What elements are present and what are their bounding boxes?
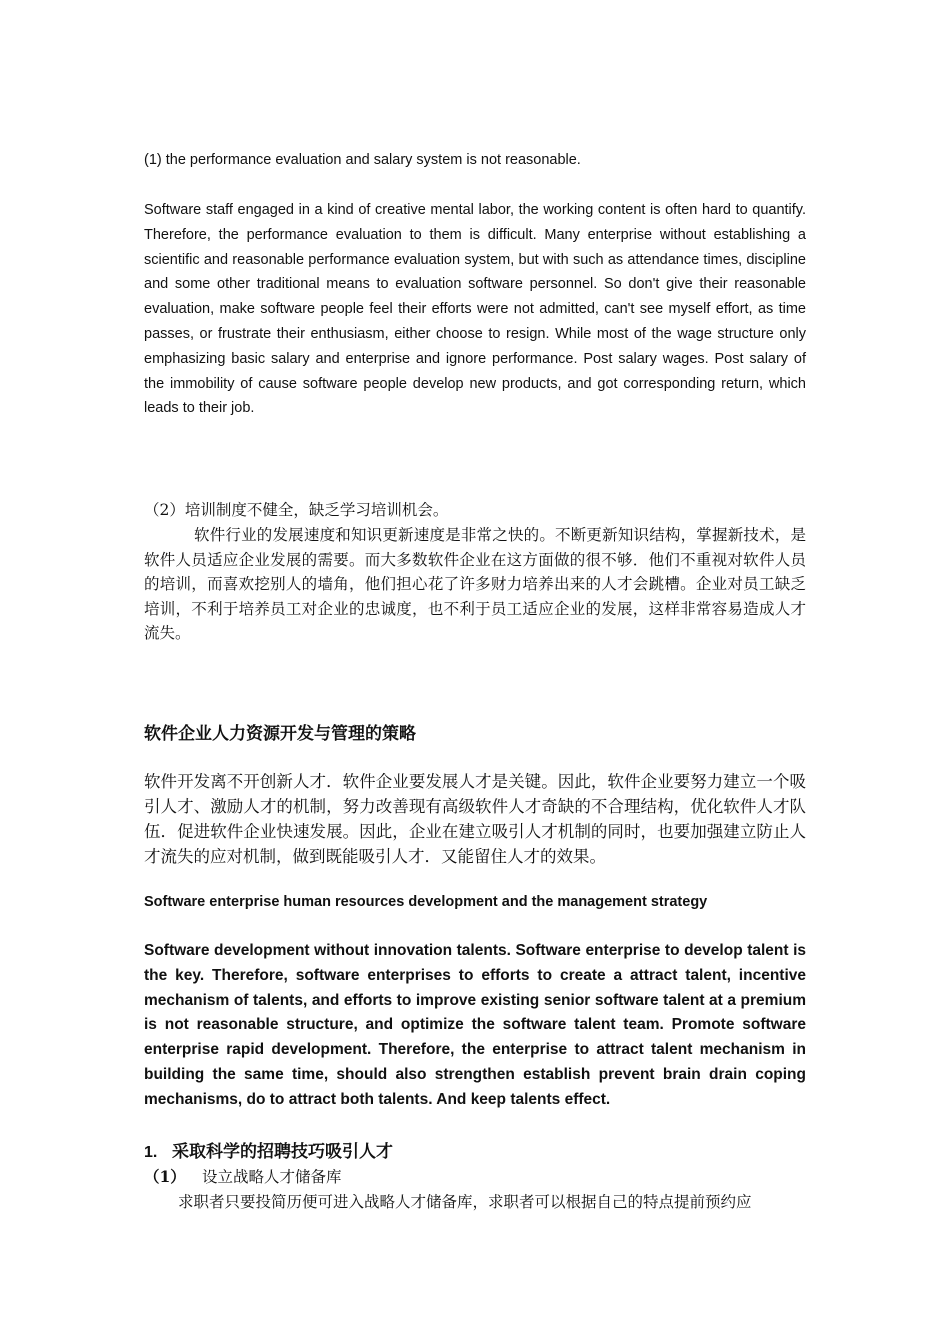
paragraph-training: 软件行业的发展速度和知识更新速度是非常之快的。不断更新知识结构，掌握新技术，是软件人员适应企业发展的需要。而大多数软件企业在这方面做的很不够．他们不重视对软件人员的培训，而喜欢挖别人的墙角，他们担心花了许多财力培养出来的人才会跳槽。企业对员工缺乏培训，不利于培养员工对企业的忠诚度，也不利于员工适应企业的发展，这样非常容易造成人才流失。 (144, 526, 806, 642)
strategy-heading-zh: 软件企业人力资源开发与管理的策略 (144, 724, 416, 744)
sub-item-number: （1） (144, 1167, 186, 1186)
strategy-paragraph-zh: 软件开发离不开创新人才．软件企业要发展人才是关键。因此，软件企业要努力建立一个吸引人才、激励人才的机制，努力改善现有高级软件人才奇缺的不合理结构，优化软件人才队伍．促进软件企业快速发展。因此，企业在建立吸引人才机制的同时，也要加强建立防止人才流失的应对机制，做到既能吸引人才．又能留住人才的效果。 (144, 772, 806, 866)
list-number: 1. (144, 1144, 158, 1161)
list-item-1-title: 采取科学的招聘技巧吸引人才 (172, 1142, 393, 1162)
strategy-heading-en: Software enterprise human resources development and the management strategy (144, 894, 708, 910)
strategy-paragraph-en: Software development without innovation talents. Software enterprise to develop talent is the key. Therefore, software enterprises to efforts to create a attract talent, incentive mechanism of talents, and efforts to improve existing senior software talent at a premium is not reasonable structure, and optimize the software talent team. Promote software enterprise rapid development. Therefore, the enterprise to attract talent mechanism in building the same time, should also strengthen establish prevent brain drain coping mechanisms, do to attract both talents. And keep talents effect. (144, 942, 806, 1108)
sub-item-1 (144, 1165, 806, 1190)
section-heading-training: （2）培训制度不健全，缺乏学习培训机会。 (144, 501, 449, 519)
sub-item-1-text: 求职者只要投简历便可进入战略人才储备库，求职者可以根据自己的特点提前预约应 (178, 1193, 752, 1211)
section-heading-performance: (1) the performance evaluation and salary system is not reasonable. (144, 152, 581, 168)
list-item-1 (144, 1139, 806, 1166)
paragraph-performance: Software staff engaged in a kind of creative mental labor, the working content is often hard to quantify. Therefore, the performance evaluation to them is difficult. Many enterprise without establishing a scientific and reasonable performance evaluation system, but with such as attendance times, discipline and some other traditional means to evaluation software personnel. So don't give their reasonable evaluation, make software people feel their efforts were not admitted, can't see myself effort, as time passes, or frustrate their enthusiasm, either choose to resign. While most of the wage structure only emphasizing basic salary and enterprise and ignore performance. Post salary wages. Post salary of the immobility of cause software people develop new products, and got corresponding return, which leads to their job. (144, 202, 806, 417)
sub-item-1-title: 设立战略人才储备库 (202, 1168, 342, 1186)
